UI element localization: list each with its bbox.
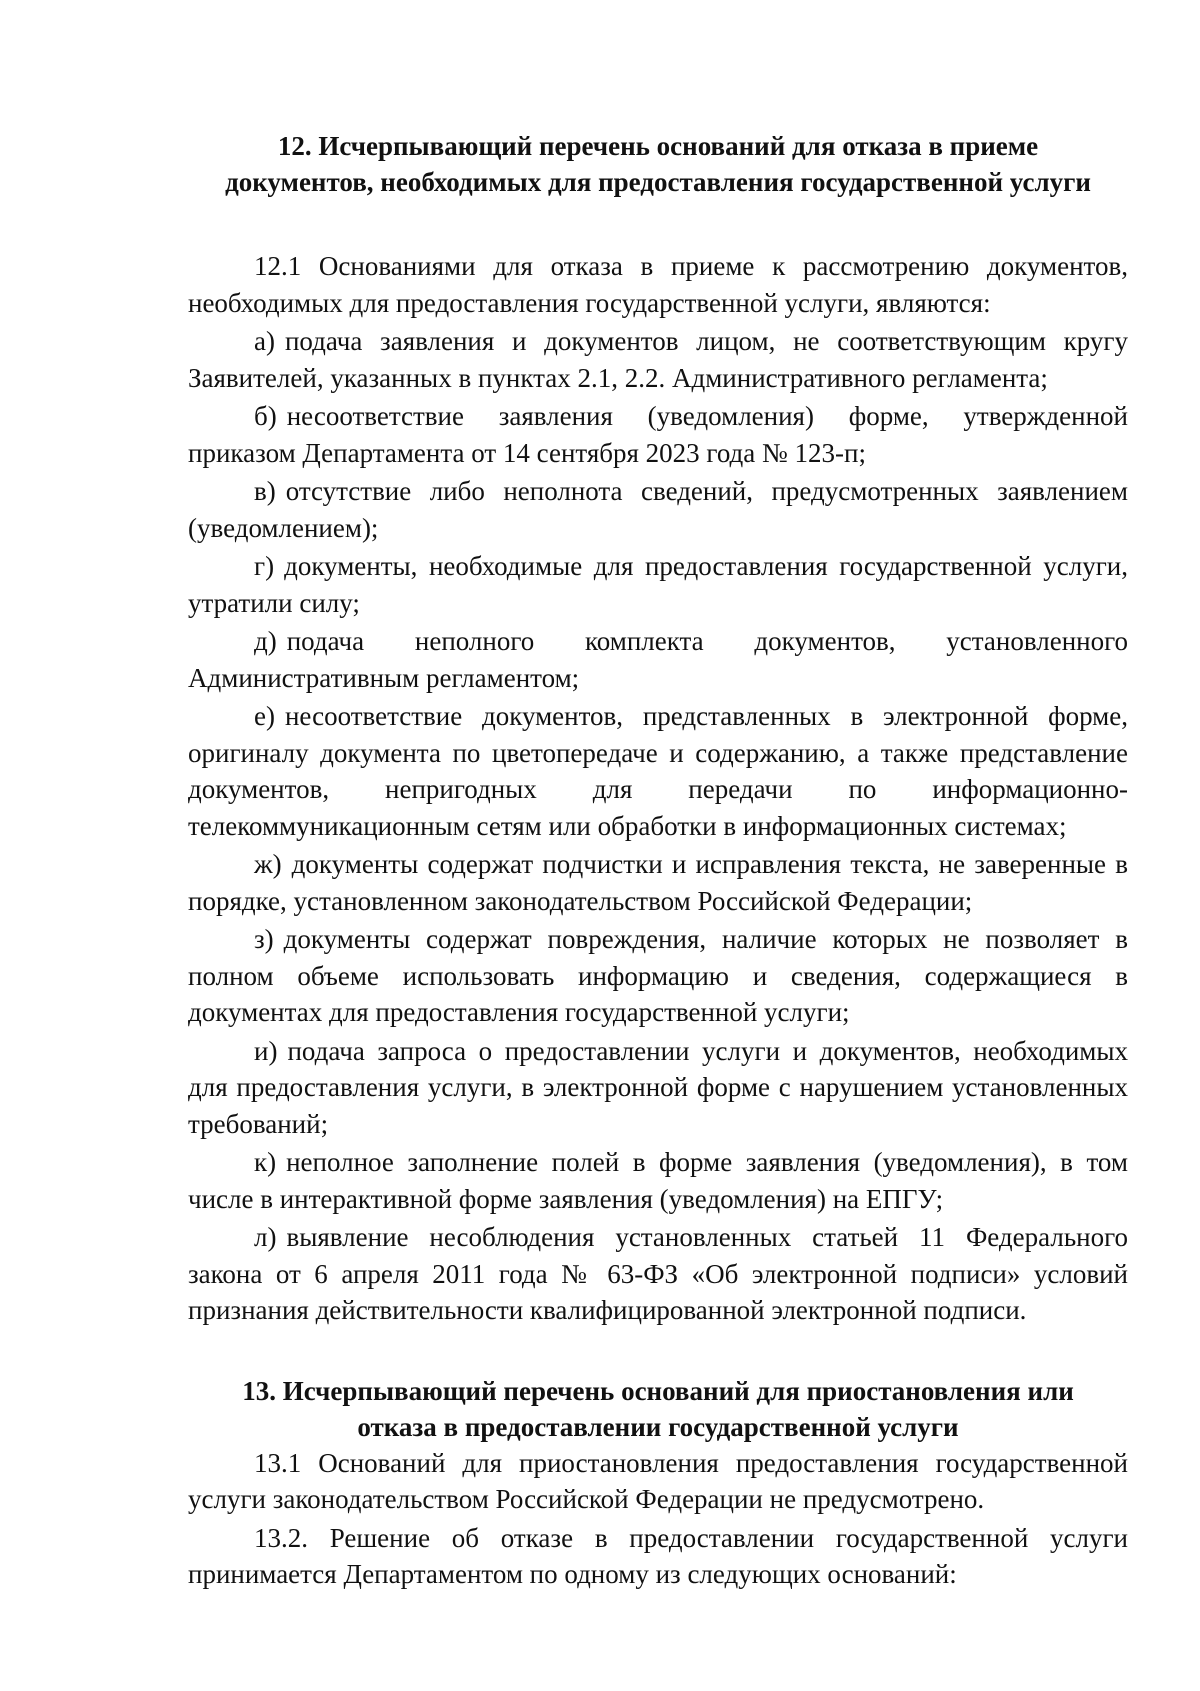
list-item-text: несоответствие заявления (уведомления) форме, утвержденной приказом Департамента от 14 сентября 2023 года № 123-п; bbox=[188, 401, 1128, 468]
list-item-label: б) bbox=[254, 401, 277, 431]
list-item bbox=[188, 398, 1128, 471]
list-item bbox=[188, 698, 1128, 844]
section-13-body bbox=[188, 1445, 1128, 1593]
section-12-heading-line-2: документов, необходимых для предоставления государственной услуги bbox=[225, 167, 1091, 197]
list-item-text: отсутствие либо неполнота сведений, предусмотренных заявлением (уведомлением); bbox=[188, 476, 1128, 543]
list-item-label: д) bbox=[254, 626, 277, 656]
section-13-paragraph-2: 13.2. Решение об отказе в предоставлении государственной услуги принимается Департаментом по одному из следующих оснований: bbox=[188, 1522, 1128, 1589]
list-item-label: г) bbox=[254, 551, 275, 581]
section-12-heading-line-1: 12. Исчерпывающий перечень оснований для отказа в приеме bbox=[277, 131, 1039, 161]
list-item bbox=[188, 1033, 1128, 1143]
list-item bbox=[188, 1144, 1128, 1217]
section-13-heading bbox=[188, 1373, 1128, 1445]
list-item bbox=[188, 846, 1128, 919]
list-item-label: к) bbox=[254, 1147, 277, 1177]
list-item-text: подача заявления и документов лицом, не соответствующим кругу Заявителей, указанных в пунктах 2.1, 2.2. Административного регламента; bbox=[188, 326, 1128, 393]
list-item-label: з) bbox=[254, 924, 274, 954]
list-item bbox=[188, 921, 1128, 1031]
list-item-text: подача неполного комплекта документов, установленного Административным регламентом; bbox=[188, 626, 1128, 693]
list-item bbox=[188, 323, 1128, 396]
section-12-intro: 12.1 Основаниями для отказа в приеме к рассмотрению документов, необходимых для предоставления государственной услуги, являются: bbox=[188, 251, 1128, 318]
list-item-label: е) bbox=[254, 701, 275, 731]
list-item bbox=[188, 548, 1128, 621]
section-13-paragraph-1: 13.1 Оснований для приостановления предоставления государственной услуги законодательством Российской Федерации не предусмотрено. bbox=[188, 1447, 1128, 1514]
list-item-label: ж) bbox=[254, 849, 282, 879]
section-13-heading-line-1: 13. Исчерпывающий перечень оснований для приостановления или bbox=[242, 1375, 1074, 1406]
list-item-text: документы содержат повреждения, наличие которых не позволяет в полном объеме использовать информацию и сведения, содержащиеся в документах для предоставления государственной услуги; bbox=[188, 924, 1128, 1027]
list-item-text: документы, необходимые для предоставления государственной услуги, утратили силу; bbox=[188, 551, 1128, 618]
list-item bbox=[188, 623, 1128, 696]
document-content bbox=[188, 128, 1128, 1595]
section-12-body bbox=[188, 248, 1128, 1329]
list-item-text: документы содержат подчистки и исправления текста, не заверенные в порядке, установленном законодательством Российской Федерации; bbox=[188, 849, 1128, 916]
list-item-label: л) bbox=[254, 1222, 277, 1252]
section-13-heading-line-2: отказа в предоставлении государственной услуги bbox=[357, 1411, 959, 1442]
list-item-text: несоответствие документов, представленных в электронной форме, оригиналу документа по цветопередаче и содержанию, а также представление документов, непригодных для передачи по информационно-телекоммуникационным сетям или обработки в информационных системах; bbox=[188, 701, 1128, 841]
list-item-label: а) bbox=[254, 326, 275, 356]
list-item bbox=[188, 473, 1128, 546]
list-item-text: выявление несоблюдения установленных статьей 11 Федерального закона от 6 апреля 2011 года № 63-ФЗ «Об электронной подписи» условий признания действительности квалифицированной электронной подписи. bbox=[188, 1222, 1128, 1325]
list-item bbox=[188, 1219, 1128, 1329]
list-item-label: в) bbox=[254, 476, 276, 506]
list-item-text: подача запроса о предоставлении услуги и документов, необходимых для предоставления услуги, в электронной форме с нарушением установленных требований; bbox=[188, 1035, 1128, 1139]
list-item-text: неполное заполнение полей в форме заявления (уведомления), в том числе в интерактивной форме заявления (уведомления) на ЕПГУ; bbox=[188, 1147, 1128, 1214]
section-12-heading bbox=[188, 128, 1128, 200]
list-item-label: и) bbox=[254, 1035, 278, 1066]
